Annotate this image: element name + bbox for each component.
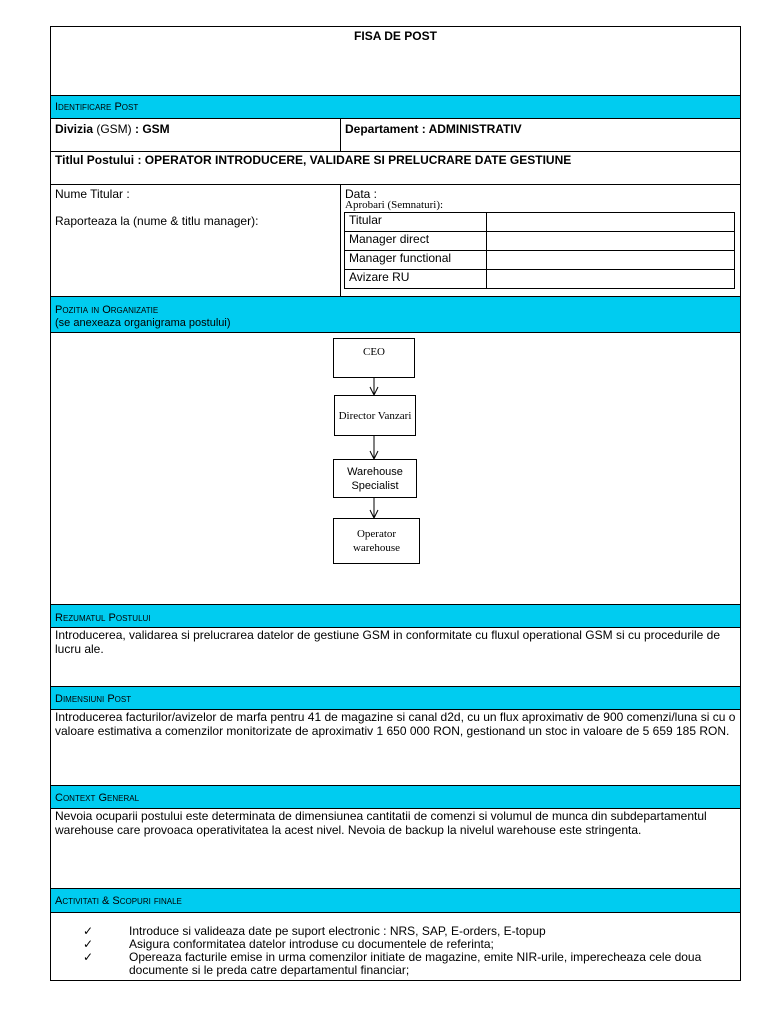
signature-field[interactable] <box>487 213 735 232</box>
table-row <box>345 213 735 232</box>
approval-role: Manager direct <box>345 232 487 251</box>
column-divider <box>340 185 341 296</box>
activitati-list <box>51 925 740 977</box>
org-box-director-vanzari: Director Vanzari <box>334 395 416 436</box>
org-chart <box>51 333 740 604</box>
section-bar-context <box>51 785 740 809</box>
nume-titular-label: Nume Titular : <box>55 187 130 201</box>
section-title: Rezumatul Postului <box>55 612 151 624</box>
org-box-ceo: CEO <box>333 338 415 378</box>
activitati-list-area <box>51 925 740 981</box>
list-item-text: Introduce si valideaza date pe suport electronic : NRS, SAP, E-orders, E-topup <box>129 924 546 938</box>
signature-field[interactable] <box>487 232 735 251</box>
section-bar-identificare <box>51 95 740 119</box>
divizia-paren: (GSM) <box>93 122 136 136</box>
section-title: Pozitia in Organizatie <box>55 304 159 316</box>
rezumat-text: Introducerea, validarea si prelucrarea datelor de gestiune GSM in conformitate cu fluxul operational GSM si cu procedurile de lucru ale. <box>55 628 721 656</box>
list-item-text: Opereaza facturile emise in urma comenzilor initiate de magazine, emite NIR-urile, imperecheaza cele doua documente si le preda catre departamentul financiar; <box>129 950 702 977</box>
list-item <box>51 951 740 977</box>
data-label: Data : <box>345 187 378 201</box>
approvals-table <box>344 212 735 289</box>
context-text: Nevoia ocuparii postului este determinata de dimensiunea cantitatii de comenzi si volumul de munca din subdepartamentul warehouse care provoaca operativitatea la acest nivel. Nevoia de backup la nivelul warehouse este stringenta. <box>55 809 707 837</box>
divizia-cell <box>51 120 174 136</box>
divizia-label: Divizia <box>55 122 94 136</box>
check-icon: ✓ <box>83 950 94 964</box>
dimensiuni-text: Introducerea facturilor/avizelor de marfa pentru 41 de magazine si canal d2d, cu un flux aproximativ de 900 comenzi/luna si cu o valoare estimativa a comenzilor monitorizate de aproximativ 1 650 000 RON, gestionand un stoc in valoare de 5 659 185 RON. <box>55 710 736 738</box>
signature-field[interactable] <box>487 251 735 270</box>
signature-field[interactable] <box>487 270 735 289</box>
divizia-row <box>51 119 740 151</box>
approval-role: Avizare RU <box>345 270 487 289</box>
approval-role: Manager functional <box>345 251 487 270</box>
page-title: FISA DE POST <box>354 29 437 43</box>
table-row <box>345 251 735 270</box>
section-bar-rezumat <box>51 604 740 628</box>
departament-cell: Departament : ADMINISTRATIV <box>345 122 522 136</box>
job-description-form <box>50 26 741 981</box>
section-title: Dimensiuni Post <box>55 693 132 705</box>
table-row <box>345 270 735 289</box>
table-row <box>345 232 735 251</box>
section-bar-dimensiuni <box>51 686 740 710</box>
org-box-warehouse-specialist: Warehouse Specialist <box>333 459 417 498</box>
check-icon: ✓ <box>83 924 94 938</box>
section-title: Context General <box>55 792 140 804</box>
aprobari-label: Aprobari (Semnaturi): <box>345 199 444 211</box>
list-item-text: Asigura conformitatea datelor introduse cu documentele de referinta; <box>129 937 494 951</box>
check-icon: ✓ <box>83 937 94 951</box>
section-subtitle: (se anexeaza organigrama postului) <box>55 317 231 329</box>
org-box-operator-warehouse: Operator warehouse <box>333 518 420 564</box>
section-title: Identificare Post <box>55 101 139 113</box>
titular-row <box>51 184 740 296</box>
section-bar-activitati <box>51 888 740 913</box>
title-area <box>51 27 740 95</box>
section-bar-pozitia <box>51 296 740 333</box>
titlu-row <box>51 151 740 184</box>
section-title: Activitati & Scopuri finale <box>55 895 182 907</box>
raporteaza-label: Raporteaza la (nume & titlu manager): <box>55 214 259 228</box>
titlu-postului: Titlul Postului : OPERATOR INTRODUCERE, VALIDARE SI PRELUCRARE DATE GESTIUNE <box>55 153 572 167</box>
approval-role: Titular <box>345 213 487 232</box>
divizia-value: : GSM <box>135 122 170 136</box>
